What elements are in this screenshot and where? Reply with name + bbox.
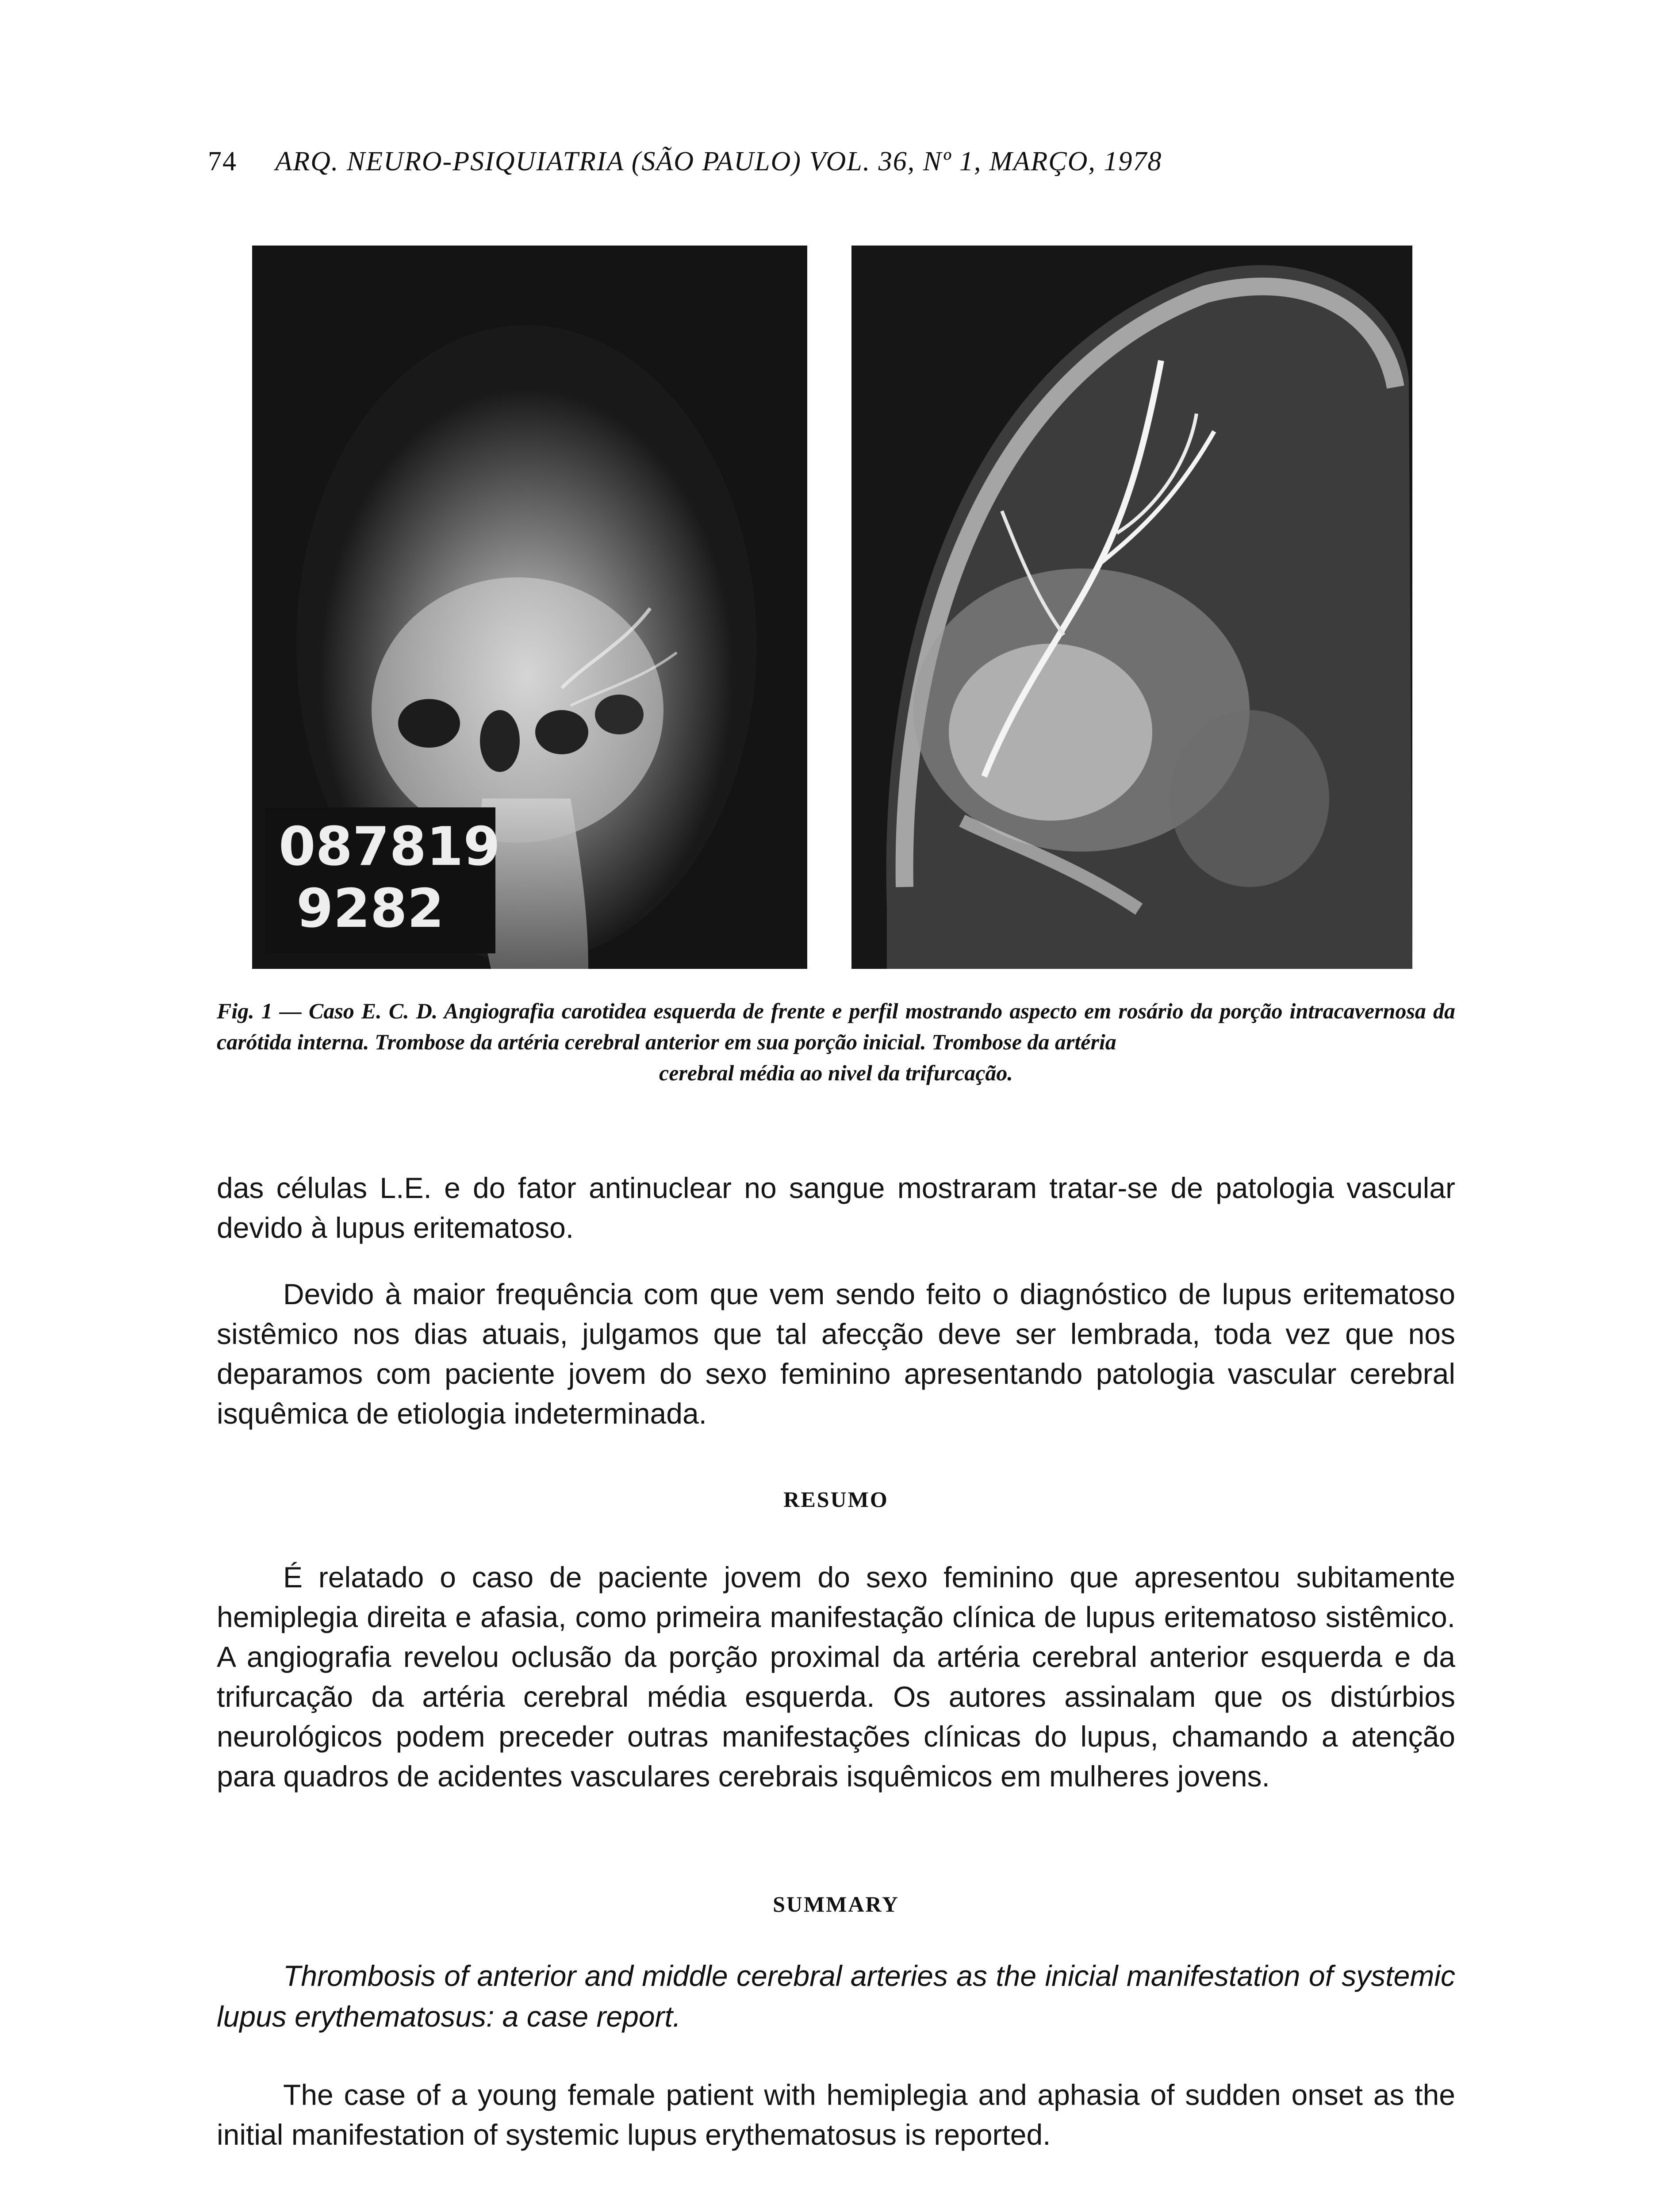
running-head [208,146,1491,177]
resumo-heading: RESUMO [783,1487,889,1512]
summary-text: The case of a young female patient with hemiplegia and aphasia of sudden onset as the initial manifestation of systemic lupus erythematosus is reported. [217,2078,1455,2151]
figure-caption-text: Fig. 1 — Caso E. C. D. Angiografia carotidea esquerda de frente e perfil mostrando aspecto em rosário da porção intracavernosa da carótida interna. Trombose da artéria cerebral anterior em sua porção inicial. Trombose da artéria [217,998,1455,1054]
paragraph-discussion: Devido à maior frequência com que vem sendo feito o diagnóstico de lupus eritematoso sistêmico nos dias atuais, julgamos que tal afecção deve ser lembrada, toda vez que nos deparamos com paciente jovem do sexo feminino apresentando patologia vascular cerebral isquêmica de etiologia indeterminada. [217,1278,1455,1430]
angiogram-frontal-drawing [252,246,807,969]
resumo-text: É relatado o caso de paciente jovem do sexo feminino que apresentou subitamente hemiplegia direita e afasia, como primeira manifestação clínica de lupus eritematoso sistêmico. A angiografia revelou oclusão da porção proximal da artéria cerebral anterior esquerda e da trifurcação da artéria cerebral média esquerda. Os autores assinalam que os distúrbios neurológicos podem preceder outras manifestações clínicas do lupus, chamando a atenção para quadros de acidentes vasculares cerebrais isquêmicos em mulheres jovens. [217,1561,1455,1793]
summary-title: Thrombosis of anterior and middle cerebral arteries as the inicial manifestation of systemic lupus erythematosus: a case report. [217,1959,1455,2033]
film-label-line2: 9282 [296,878,444,940]
figure-caption-last-line: cerebral média ao nivel da trifurcação. [659,1060,1013,1085]
angiogram-lateral-drawing [851,246,1412,969]
journal-citation: ARQ. NEURO-PSIQUIATRIA (SÃO PAULO) VOL. 36, Nº 1, MARÇO, 1978 [275,146,1162,177]
angiogram-frontal-image [252,246,807,969]
figure-caption [217,995,1455,1088]
summary-heading: SUMMARY [773,1892,899,1916]
paragraph-continuation: das células L.E. e do fator antinuclear no sangue mostraram tratar-se de patologia vascular devido à lupus eritematoso. [217,1171,1455,1244]
angiogram-lateral-image [851,246,1412,969]
page-number: 74 [208,146,237,177]
film-label-line1: 087819 [279,816,500,878]
